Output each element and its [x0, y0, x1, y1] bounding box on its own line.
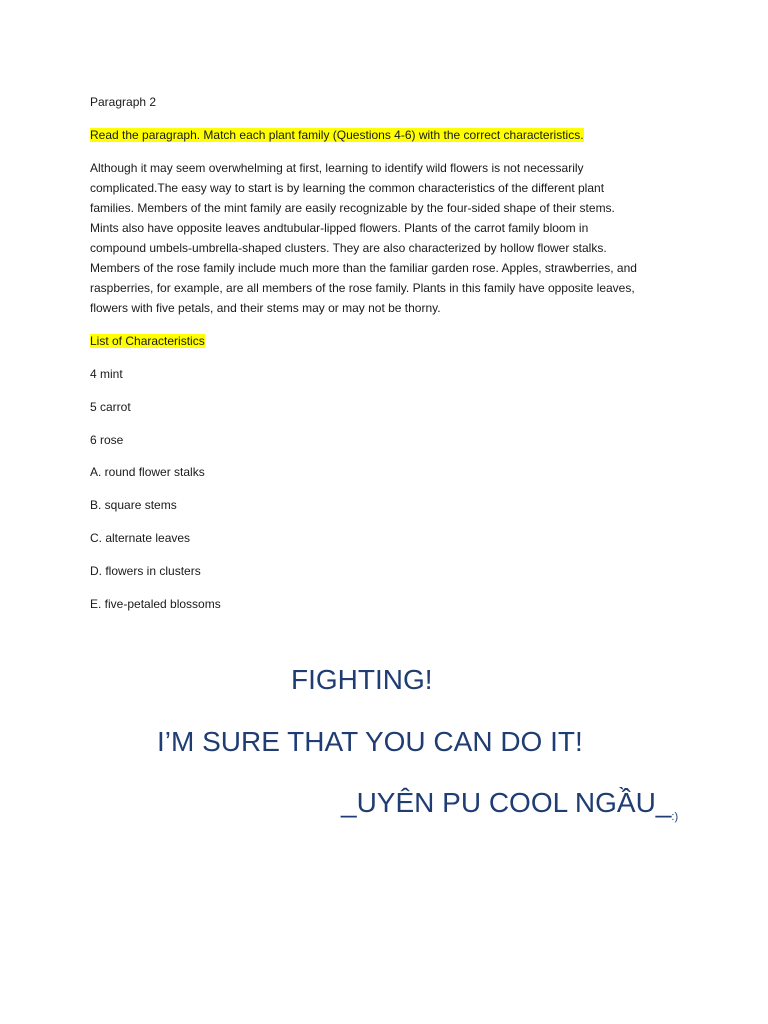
paragraph-line: flowers with five petals, and their stems may or may not be thorny.	[90, 301, 441, 315]
question-item: 5 carrot	[90, 400, 131, 414]
reading-paragraph	[90, 158, 690, 318]
list-title: List of Characteristics	[90, 334, 205, 348]
instruction-text: Read the paragraph. Match each plant family (Questions 4-6) with the correct characteristics.	[90, 128, 584, 142]
paragraph-line: Although it may seem overwhelming at first, learning to identify wild flowers is not necessarily	[90, 161, 584, 175]
paragraph-line: families. Members of the mint family are easily recognizable by the four-sided shape of their stems.	[90, 201, 615, 215]
closing-encouragement: I’M SURE THAT YOU CAN DO IT!	[157, 726, 583, 757]
smiley-text: :)	[671, 811, 679, 823]
list-title-line	[90, 331, 205, 351]
question-item: 4 mint	[90, 367, 123, 381]
paragraph-line: Members of the rose family include much more than the familiar garden rose. Apples, strawberries, and	[90, 261, 637, 275]
instruction-line	[90, 125, 584, 145]
paragraph-line: complicated.The easy way to start is by learning the common characteristics of the different plant	[90, 181, 605, 195]
paragraph-line: raspberries, for example, are all members of the rose family. Plants in this family have opposite leaves,	[90, 281, 635, 295]
paragraph-line: Mints also have opposite leaves andtubular-lipped flowers. Plants of the carrot family bloom in	[90, 221, 589, 235]
option-item: E. five-petaled blossoms	[90, 597, 221, 611]
question-item: 6 rose	[90, 433, 124, 447]
closing-signature	[341, 787, 679, 823]
closing-fighting: FIGHTING!	[291, 664, 433, 695]
signature-text: _UYÊN PU COOL NGẦU_	[341, 787, 672, 818]
option-item: A. round flower stalks	[90, 465, 205, 479]
paragraph-line: compound umbels-umbrella-shaped clusters. They are also characterized by hollow flower stalks.	[90, 241, 607, 255]
paragraph-heading: Paragraph 2	[90, 95, 157, 109]
option-item: D. flowers in clusters	[90, 564, 201, 578]
option-item: B. square stems	[90, 498, 177, 512]
option-item: C. alternate leaves	[90, 531, 191, 545]
